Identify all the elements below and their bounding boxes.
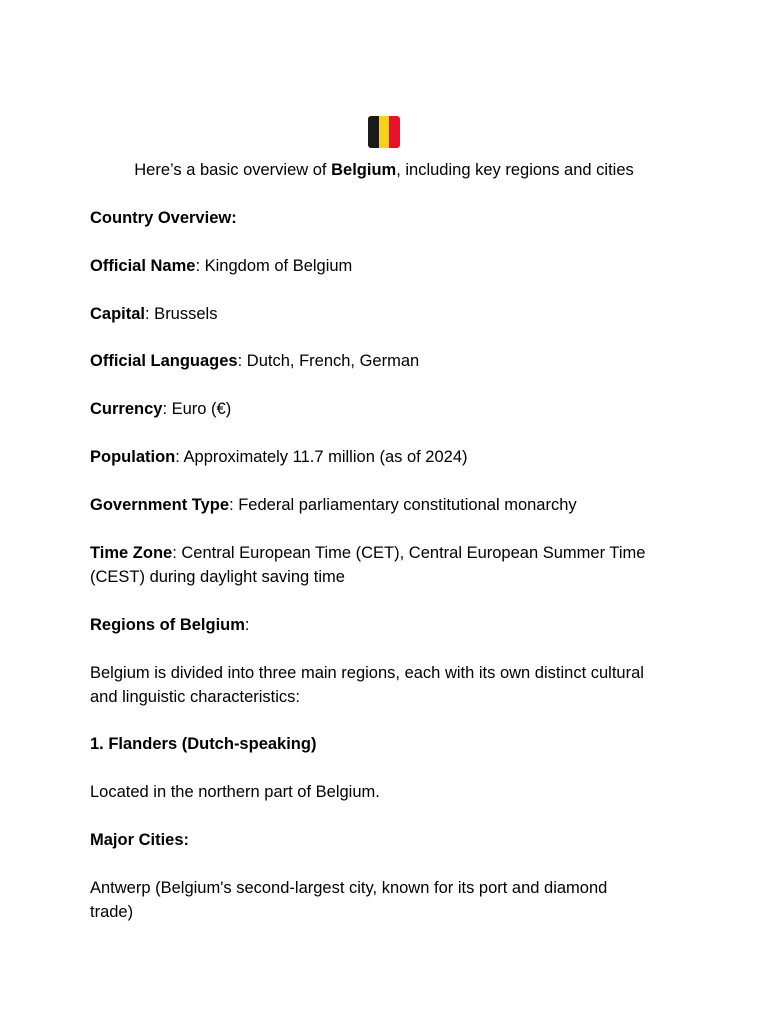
overview-item-official-languages	[90, 349, 670, 373]
intro-text-before: Here’s a basic overview of	[134, 161, 332, 179]
overview-item-value: : Central European Time (CET), Central European Summer Time (CEST) during daylight saving time	[90, 544, 646, 586]
flanders-location: Located in the northern part of Belgium.	[90, 783, 380, 801]
overview-item-label: Government Type	[90, 496, 230, 514]
major-cities-heading: Major Cities:	[90, 831, 190, 849]
overview-item-label: Official Languages	[90, 352, 238, 370]
intro-country-name: Belgium	[331, 161, 397, 179]
overview-item-value: : Approximately 11.7 million (as of 2024)	[175, 448, 468, 466]
overview-item-value: : Euro (€)	[162, 400, 232, 418]
intro-text-after: , including key regions and cities	[396, 161, 634, 179]
overview-item-capital	[90, 302, 670, 326]
regions-heading-suffix: :	[244, 616, 250, 634]
city-item-antwerp: Antwerp (Belgium's second-largest city, known for its port and diamond trade)	[90, 879, 608, 921]
overview-item-value: : Federal parliamentary constitutional monarchy	[229, 496, 577, 514]
overview-item-value: : Kingdom of Belgium	[195, 257, 353, 275]
overview-item-value: : Brussels	[145, 305, 218, 323]
overview-item-value: : Dutch, French, German	[237, 352, 420, 370]
overview-item-label: Currency	[90, 400, 163, 418]
regions-heading	[90, 613, 670, 637]
overview-item-population	[90, 445, 670, 469]
overview-item-label: Population	[90, 448, 176, 466]
regions-heading-label: Regions of Belgium	[90, 616, 245, 634]
intro-paragraph	[0, 160, 768, 180]
overview-item-label: Capital	[90, 305, 146, 323]
overview-item-official-name	[90, 254, 670, 278]
belgium-flag-icon	[366, 114, 402, 150]
flanders-heading: 1. Flanders (Dutch-speaking)	[90, 735, 317, 753]
overview-item-label: Time Zone	[90, 544, 173, 562]
overview-item-government-type	[90, 493, 670, 517]
country-overview-heading: Country Overview:	[90, 209, 237, 227]
overview-item-time-zone	[90, 541, 670, 589]
overview-item-label: Official Name	[90, 257, 196, 275]
regions-description: Belgium is divided into three main regions, each with its own distinct cultural and linguistic characteristics:	[90, 664, 644, 706]
overview-item-currency	[90, 397, 670, 421]
